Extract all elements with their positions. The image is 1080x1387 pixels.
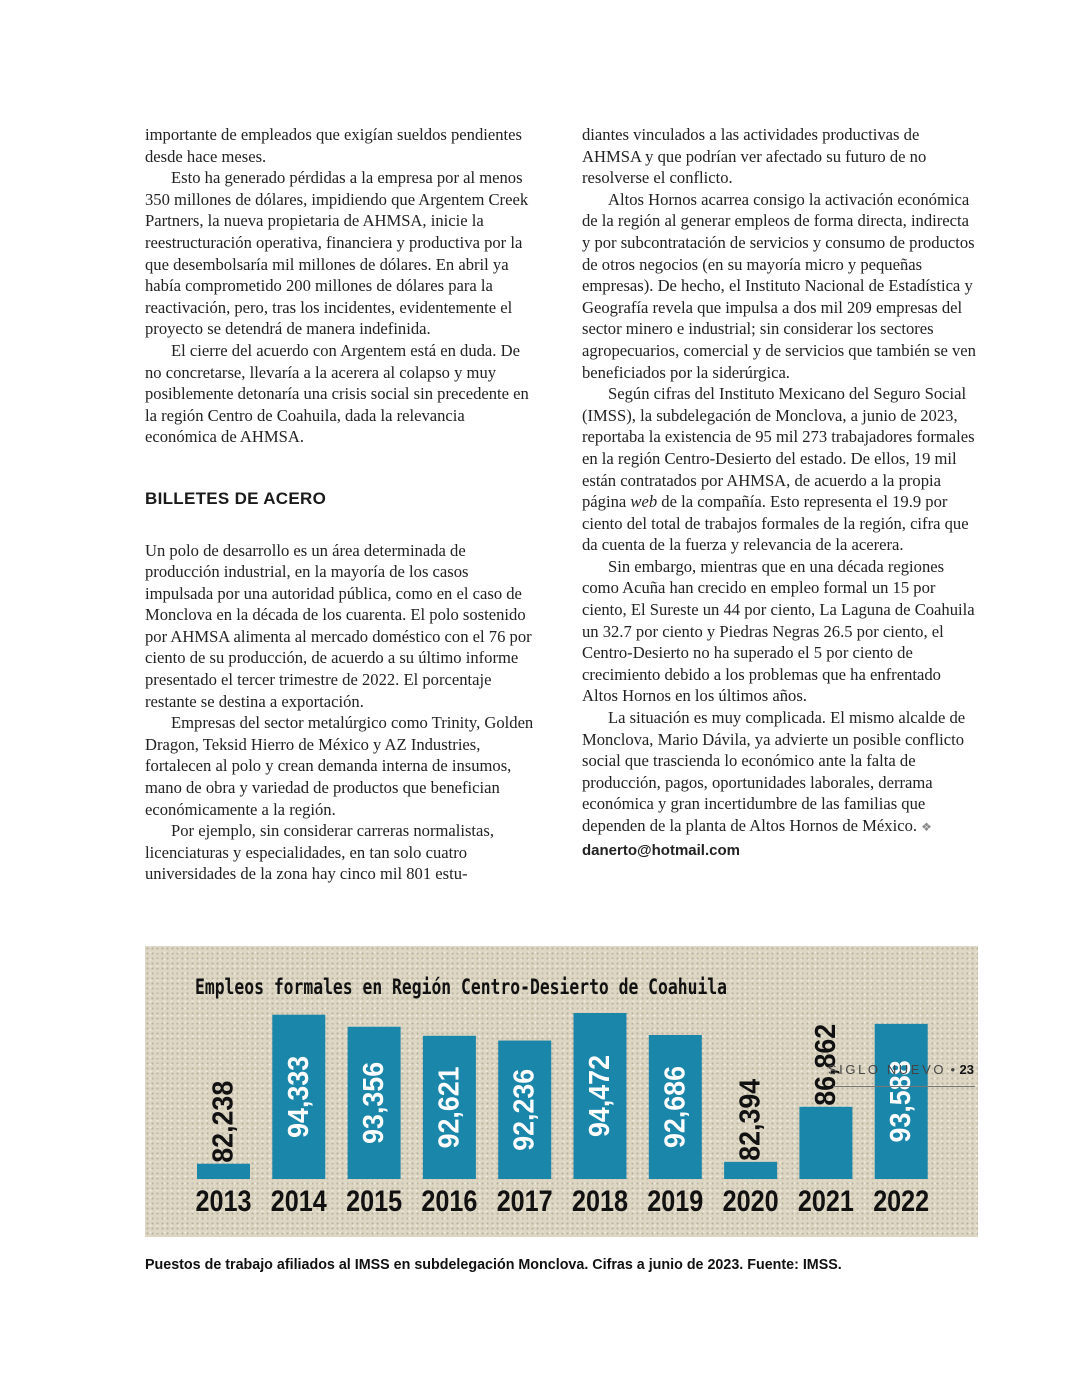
left-paragraphs	[145, 124, 540, 448]
bar-value-label: 94,333	[282, 1049, 315, 1138]
chart-bars	[196, 1013, 930, 1218]
paragraph: Empresas del sector metalúrgico como Trinity, Golden Dragon, Teksid Hierro de México y AZ Industries, fortalecen al polo y crean demanda interna de insumos, mano de obra y variedad de productos que benefician económicamente a la región.	[145, 713, 534, 819]
left-column	[145, 124, 540, 885]
footer-rule	[833, 1086, 975, 1087]
paragraph: Por ejemplo, sin considerar carreras normalistas, licenciaturas y especialidades, en tan solo cuatro universidades de la zona hay cinco mil 801 estu-	[145, 821, 495, 884]
year-tick-label: 2016	[421, 1185, 478, 1218]
year-tick-label: 2013	[195, 1185, 252, 1218]
paragraph: Esto ha generado pérdidas a la empresa por al menos 350 millones de dólares, impidiendo que Argentem Creek Partners, la nueva propietaria de AHMSA, inicie la reestructuración operativa, financiera y productiva por la que desembolsaría mil millones de dólares. En abril ya había comprometido 200 millones de dólares para la reactivación, pero, tras los incidentes, evidentemente el proyecto se detendrá de manera indefinida.	[145, 168, 529, 339]
employment-bar-chart	[145, 946, 978, 1237]
bar-2013	[197, 1164, 250, 1179]
author-email[interactable]: danerto@hotmail.com	[582, 841, 740, 859]
chart-svg	[145, 946, 978, 1237]
section-heading: BILLETES DE ACERO	[145, 488, 327, 508]
paragraph: Un polo de desarrollo es un área determinada de producción industrial, en la mayoría de los casos impulsada por una autoridad pública, como en el caso de Monclova en la década de los cuarenta. El polo sostenido por AHMSA alimenta al mercado doméstico con el 76 por ciento de su producción, de acuerdo a su último informe presentado el tercer trimestre de 2022. El porcentaje restante se destina a exportación.	[145, 540, 532, 711]
bar-value-label: 82,394	[734, 1072, 767, 1161]
year-tick-label: 2022	[873, 1185, 930, 1218]
page-number: 23	[959, 1062, 974, 1077]
right-column	[582, 124, 977, 861]
bar-value-label: 93,356	[358, 1055, 391, 1144]
author-email-line	[582, 839, 977, 862]
bar-value-label: 92,621	[433, 1059, 466, 1149]
bar-value-label: 94,472	[584, 1048, 616, 1137]
bar-value-label: 86,862	[809, 1017, 842, 1106]
page-footer	[800, 1061, 974, 1079]
bar-value-label: 92,236	[508, 1062, 541, 1151]
year-tick-label: 2014	[270, 1185, 328, 1218]
bar-2021	[799, 1107, 852, 1179]
end-mark-icon: ❖	[921, 820, 932, 834]
paragraph: importante de empleados que exigían sueldos pendientes desde hace meses.	[145, 125, 522, 166]
chart-caption: Puestos de trabajo afiliados al IMSS en subdelegación Monclova. Cifras a junio de 2023. Fuente: IMSS.	[145, 1257, 842, 1273]
year-tick-label: 2019	[647, 1185, 704, 1218]
left-paragraphs-2	[145, 540, 540, 886]
year-tick-label: 2015	[346, 1185, 403, 1218]
paragraph: El cierre del acuerdo con Argentem está en duda. De no concretarse, llevaría a la acerera al colapso y muy posiblemente detonaría una crisis social sin precedente en la región Centro de Coahuila, dada la relevancia económica de AHMSA.	[145, 340, 529, 447]
year-tick-label: 2017	[496, 1185, 553, 1218]
bar-value-label: 93,588	[885, 1053, 918, 1143]
year-tick-label: 2020	[722, 1185, 779, 1218]
italic-web: web	[630, 492, 658, 512]
right-paragraphs	[582, 124, 977, 383]
bar-value-label: 92,686	[659, 1059, 692, 1149]
bar-value-label: 82,238	[207, 1074, 240, 1163]
paragraph: diantes vinculados a las actividades productivas de AHMSA y que podrían ver afectado su futuro de no resolverse el conflicto.	[582, 125, 927, 188]
right-paragraph-imss: Según cifras del Instituto Mexicano del Seguro Social (IMSS), la subdelegación de Monclova, a junio de 2023, reportaba la existencia de 95 mil 273 trabajadores formales en la región Centro-Desierto del estado. De ellos, 19 mil están contratados por AHMSA, de acuerdo a la propia página web de la compañía. Esto representa el 19.9 por ciento del total de trabajos formales de la región, cifra que da cuenta de la fuerza y relevancia de la acerera.	[582, 384, 975, 555]
footer-separator: •	[950, 1062, 956, 1077]
magazine-name: SIGLO NUEVO	[827, 1062, 947, 1077]
right-paragraph-regions: Sin embargo, mientras que en una década regiones como Acuña han crecido en empleo formal un 15 por ciento, El Sureste un 44 por ciento, La Laguna de Coahuila un 32.7 por ciento y Piedras Negras 26.5 por ciento, el Centro-Desierto no ha superado el 5 por ciento de crecimiento debido a los problemas que ha enfrentado Altos Hornos en los últimos años.	[582, 556, 975, 706]
paragraph: Altos Hornos acarrea consigo la activación económica de la región al generar empleos de forma directa, indirecta y por subcontratación de servicios y consumo de productos de otros negocios (en su mayoría micro y pequeñas empresas). De hecho, el Instituto Nacional de Estadística y Geografía revela que impulsa a dos mil 209 empresas del sector minero e industrial; sin considerar los sectores agropecuarios, comercial y de servicios que también se ven beneficiados por la siderúrgica.	[582, 189, 976, 382]
bar-2020	[724, 1162, 777, 1179]
right-paragraph-closing: La situación es muy complicada. El mismo alcalde de Monclova, Mario Dávila, ya advierte un posible conflicto social que trascienda lo económico ante la falta de producción, pagos, oportunidades laborales, derrama económica y gran incertidumbre de las familias que dependen de la planta de Altos Hornos de México. ❖	[582, 708, 966, 835]
chart-title: Empleos formales en Región Centro-Desierto de Coahuila	[195, 975, 727, 1000]
year-tick-label: 2018	[572, 1185, 628, 1218]
year-tick-label: 2021	[797, 1185, 854, 1218]
